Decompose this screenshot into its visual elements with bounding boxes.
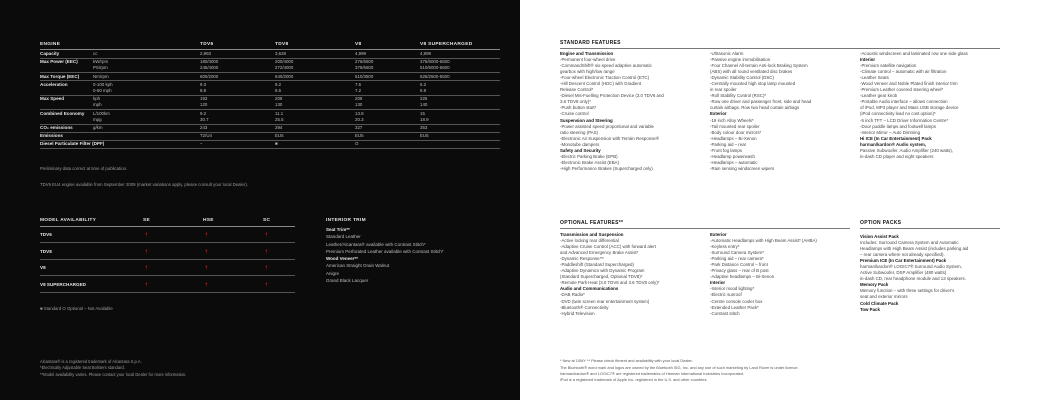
feature-line: -Passive engine immobilisation <box>710 57 771 63</box>
engine-cell: O <box>355 141 359 147</box>
engine-cell: – <box>200 141 203 147</box>
engine-cell: 30.7 <box>200 116 209 122</box>
feature-line: -Adaptive Dynamics with Dynamic Program <box>560 268 645 274</box>
engine-header-rule <box>40 49 500 50</box>
engine-cell: 5.9 <box>420 88 427 93</box>
feature-line: Headlamps with High Beam Assist (includes parking aid <box>860 246 969 252</box>
left-footnote: **Model availability varies. Please contact your local Dealer for more information. <box>40 371 187 377</box>
engine-cell: 13.9 <box>355 110 364 116</box>
engine-cell: 8.6 <box>275 88 282 93</box>
feature-line: in-dash CD, rear headphone module and 13 speakers. <box>860 276 966 282</box>
feature-line: -Dynamic Stability Control (DSC) <box>710 75 774 81</box>
engine-unit: Nm/rpm <box>93 73 109 79</box>
feature-line: Tow Pack <box>860 306 880 312</box>
feature-line: -Centre console cooler box <box>710 298 763 304</box>
feature-line: -Premium Leather covered steering wheel* <box>860 87 944 93</box>
feature-line: -Park Distance Control – front <box>710 262 768 268</box>
availability-mark: † <box>205 281 208 287</box>
engine-cell: 7.2 <box>355 88 362 93</box>
feature-line: ratio steering (PAS) <box>560 129 598 135</box>
engine-unit: 0-60 mph <box>93 88 112 93</box>
engine-cell: 140 <box>420 102 428 108</box>
engine-cell: 375/6000-6500 <box>420 59 450 65</box>
feature-line: Hi ICE (In Car Entertainment) Pack <box>860 135 932 141</box>
engine-cell: 2,993 <box>200 51 211 56</box>
engine-row-label: Diesel Particulate Filter (DPF) <box>40 141 105 147</box>
availability-mark: † <box>265 248 268 254</box>
optional-features-col-2 <box>710 232 855 317</box>
feature-line: -Hybrid Television <box>560 310 595 316</box>
feature-line: -Remote Park Heat (3.0 TDV6 and 3.6 TDV8 only)* <box>560 280 660 286</box>
engine-unit: kph <box>93 96 101 102</box>
engine-row-rule <box>40 124 500 125</box>
feature-line: -DVD (twin screen rear entertainment system) <box>560 298 650 304</box>
right-footnote: iPod is a registered trademark of Apple Inc. registered in the U.S. and other countries. <box>560 377 708 382</box>
engine-cell: 510/6000-6500 <box>420 65 450 71</box>
availability-mark: † <box>205 232 208 237</box>
engine-row-label: Capacity <box>40 51 60 56</box>
feature-line: -Monotube dampers <box>560 141 600 147</box>
engine-cell: 9.2 <box>200 110 207 116</box>
engine-unit: 0-100 kph <box>93 81 113 87</box>
optional-features-rule <box>560 228 850 229</box>
availability-mark: † <box>145 248 148 254</box>
model-row-label: V8 SUPERCHARGED <box>40 281 86 287</box>
engine-cell: 120 <box>200 102 208 108</box>
engine-cell: 4,999 <box>420 51 431 56</box>
engine-cell: 625/2500-5500 <box>420 73 450 79</box>
standard-features-col-1 <box>560 51 700 172</box>
availability-mark: † <box>145 281 148 287</box>
interior-trim-list <box>326 226 444 284</box>
feature-line: -Rain sensing windscreen wipers <box>710 165 775 171</box>
engine-cell: 272/4000 <box>275 65 294 71</box>
standard-features-col-2 <box>710 51 850 172</box>
feature-line: -Automatic Headlamps with High Beam Assist* (AHBA) <box>710 238 817 244</box>
option-packs-rule <box>860 228 1000 229</box>
engine-cell: 180/4000 <box>200 59 219 65</box>
engine-header-4: V8 SUPERCHARGED <box>420 42 473 47</box>
feature-line: -Door puddle lamps and footwell lamps <box>860 123 936 129</box>
feature-line: Interior <box>710 280 726 286</box>
model-row-rule <box>40 242 295 243</box>
feature-line: Premium ICE (In Car Entertainment) Pack <box>860 258 947 264</box>
availability-mark: † <box>145 232 148 237</box>
right-footnotes <box>560 357 1000 383</box>
feature-line: -Body colour door mirrors* <box>710 129 762 135</box>
feature-line: in-dash CD player and eight speakers <box>860 153 934 159</box>
feature-line: -Permanent four-wheel drive <box>560 57 616 63</box>
engine-cell: 11.1 <box>275 110 284 116</box>
feature-line: Audio and Communications <box>560 286 619 292</box>
feature-line: curtain airbags. Row two head curtain airbags <box>710 105 800 111</box>
feature-line: -Front fog lamps <box>710 147 742 153</box>
feature-line: Passive Subwoofer, Audio Amplifier (240 watts), <box>860 147 953 153</box>
feature-line: -Four-wheel Electronic Traction Control (ETC) <box>560 75 650 81</box>
trim-line: Leather/Alcantara® available with Contrast Stitch* <box>326 241 426 247</box>
engine-cell: EU5 <box>355 133 364 139</box>
engine-row-label: Emissions <box>40 133 63 139</box>
feature-line: -CommandShift® six-speed adaptive automatic <box>560 63 652 69</box>
feature-line: 3.6 TDV8 only)* <box>560 99 591 105</box>
feature-line: Interior <box>860 57 876 63</box>
trim-line: American Straight Grain Walnut <box>326 263 390 269</box>
feature-line: Memory function – with three settings for driver's <box>860 288 955 294</box>
feature-line: -Bluetooth® Connectivity <box>560 304 609 310</box>
feature-line: gearbox with high/low range <box>560 69 615 75</box>
feature-line: -Push button start* <box>560 105 597 111</box>
availability-mark: † <box>205 248 208 254</box>
engine-cell: 245/4000 <box>200 65 219 71</box>
feature-line: Suspension and Steering <box>560 117 613 123</box>
engine-cell: 7.6 <box>355 81 362 87</box>
engine-cell: 3,628 <box>275 51 286 56</box>
engine-cell: 20.3 <box>355 116 364 122</box>
trim-line: Anigre <box>326 270 340 276</box>
engine-cell: 276/6500 <box>355 59 374 65</box>
feature-line: (iPod connectivity lead no cost option)* <box>860 111 936 117</box>
model-row-label: V8 <box>40 265 46 270</box>
trim-line: Grand Black Lacquer <box>326 278 369 284</box>
feature-line: – rear camera where not already specified). <box>860 252 945 258</box>
engine-header-2: TDV8 <box>275 42 289 47</box>
feature-line: -Dynamic Response™ <box>560 256 604 262</box>
engine-cell: 4,999 <box>355 51 366 56</box>
engine-cell: 130 <box>275 102 283 108</box>
feature-line: in rear spoiler <box>710 87 737 93</box>
standard-features-col-3 <box>860 51 1010 160</box>
feature-line: -Hill Descent Control (HDC) with Gradient <box>560 81 642 87</box>
feature-line: -Keyless entry* <box>710 244 740 250</box>
model-header-rule <box>40 226 295 227</box>
left-footnote: Alcantara® is a registered trademark of Alcantara S.p.A. <box>40 359 142 364</box>
model-row-label: TDV6 <box>40 232 52 237</box>
availability-legend: ■ Standard O Optional – Not Available <box>40 306 113 311</box>
engine-cell: 375/6500 <box>355 65 374 71</box>
engine-row-label: Max Speed <box>40 96 64 102</box>
feature-line: -Contrast stitch <box>710 310 740 316</box>
right-footnote: The Bluetooth® word mark and logos are owned by the Bluetooth SIG, Inc. and any use of such marketing by Land Rover is under licence. <box>560 365 799 370</box>
trim-line: Premium Perforated Leather available with Contrast Stitch* <box>326 248 444 254</box>
left-footnotes <box>40 359 186 378</box>
engine-note-preliminary: Preliminary data correct at time of publication. <box>40 166 128 171</box>
engine-cell: 600/2000 <box>200 73 219 79</box>
feature-line: -High Performance Brakes (Supercharged only) <box>560 165 653 171</box>
feature-line: -Power assisted speed proportional and variable <box>560 123 654 129</box>
engine-row-rule <box>40 140 500 141</box>
feature-line: -Active locking rear differential <box>560 238 619 244</box>
standard-features-rule <box>560 48 1000 49</box>
availability-mark: † <box>265 232 268 237</box>
option-packs-title: OPTION PACKS <box>860 220 902 226</box>
feature-line: -Parking aid – rear camera* <box>710 256 764 262</box>
engine-unit: kW/rpm <box>93 59 109 65</box>
engine-unit: PS/rpm <box>93 65 108 71</box>
feature-line: -Surround Camera System* <box>710 250 764 256</box>
engine-cell: 243 <box>200 125 208 130</box>
model-header-0: MODEL AVAILABILITY <box>40 218 97 223</box>
engine-cell: 9.2 <box>275 81 282 87</box>
model-header-3: SC <box>263 218 271 223</box>
trim-line: Standard Leather <box>326 234 361 240</box>
model-row-label: TDV8 <box>40 248 52 254</box>
engine-cell: 510/3500 <box>355 73 374 79</box>
right-footnote: harman/kardon® and LOGIC7® are registered trademarks of Harman International Industries Incorporated. <box>560 371 745 376</box>
feature-line: -Tail mounted rear spoiler <box>710 123 760 129</box>
engine-header-0: ENGINE <box>40 42 61 47</box>
engine-cell: 225 <box>420 96 428 102</box>
feature-line: -Wood Veneer and Noble Plated finish interior trim <box>860 81 958 87</box>
feature-line: -Interior mood lighting* <box>710 286 755 292</box>
engine-cell: 200/4000 <box>275 59 294 65</box>
feature-line: harman/kardon® Audio system, <box>860 141 927 147</box>
engine-cell: 327 <box>355 125 363 130</box>
engine-unit: cc <box>93 51 98 56</box>
feature-line: Release Control* <box>560 87 594 93</box>
feature-line: -Four Channel All-terrain Anti-lock Braking System <box>710 63 808 69</box>
feature-line: -Cruise control <box>560 111 589 117</box>
feature-line: -Extended Leather Pack* <box>710 304 759 310</box>
model-header-2: HSE <box>203 218 214 223</box>
feature-line: -Premium satellite navigation <box>860 63 917 69</box>
feature-line: -Roll Stability Control (RSC)* <box>710 93 767 99</box>
engine-row-label: Combined Economy <box>40 110 85 116</box>
feature-line: (Standard Supercharged, Optional TDV8)* <box>560 274 643 280</box>
engine-cell: 18.9 <box>420 116 429 122</box>
feature-line: -Acoustic windscreen and laminated row one side glass <box>860 51 968 56</box>
engine-header-1: TDV6 <box>200 42 214 47</box>
engine-cell: EU5 <box>420 133 429 139</box>
engine-unit: mpg <box>93 116 102 122</box>
feature-line: -Parking aid – rear <box>710 141 747 147</box>
right-panel <box>520 0 1039 400</box>
feature-line: -Diesel Mis-Fuelling Protection Device (3.0 TDV6 and <box>560 93 664 99</box>
trim-line: Wood Veneer** <box>326 256 358 262</box>
feature-line: Exterior <box>710 111 727 117</box>
engine-cell: EU5 <box>275 133 284 139</box>
engine-cell: 640/2000 <box>275 73 294 79</box>
feature-line: -Interior Mirror – Auto Dimming <box>860 129 921 135</box>
feature-line: Transmission and Suspension <box>560 232 624 237</box>
feature-line: Exterior <box>710 232 727 237</box>
feature-line: Safety and Security <box>560 147 601 153</box>
feature-line: -Leather Seats <box>860 75 889 81</box>
engine-row-label: Max Torque (EEC) <box>40 73 80 79</box>
engine-row-rule <box>40 132 500 133</box>
engine-cell: 9.3 <box>200 81 207 87</box>
left-footnote: *Electrically Adjustable Seat Bolsters standard. <box>40 365 125 371</box>
engine-note-tdv6: TDV6 EU4 engine available from September 2009 (market variations apply, please consult your local Dealer). <box>40 182 248 187</box>
feature-line: -Leather gear knob <box>860 93 898 99</box>
engine-cell: 209 <box>355 96 363 102</box>
right-footnote: * New at 10MY ** Please check fitment and availability with your local Dealer. <box>560 358 693 363</box>
model-row-rule <box>40 259 295 260</box>
engine-unit: g/km <box>93 125 103 130</box>
trim-line: Seat Trim** <box>326 227 350 232</box>
model-header-1: SE <box>143 218 150 223</box>
feature-line: -Adaptive headlamps – Bi-Xenon <box>710 274 775 280</box>
feature-line: -Adaptive Cruise Control (ACC) with forward alert <box>560 244 656 250</box>
feature-line: and Advanced Emergency Brake Assist* <box>560 250 639 256</box>
feature-line: -Electric sunroof <box>710 292 742 298</box>
feature-line: seat and exterior mirrors <box>860 294 908 300</box>
availability-mark: † <box>205 265 208 270</box>
engine-cell: 8.8 <box>200 88 207 93</box>
feature-line: -Ultrasonic Alarm <box>710 51 744 56</box>
feature-line: -Headlamp powerwash <box>710 153 755 159</box>
feature-line: -Portable Audio interface – allows connection <box>860 99 948 105</box>
engine-row-rule <box>40 148 500 149</box>
engine-row-rule <box>40 95 500 96</box>
optional-features-col-1 <box>560 232 705 317</box>
engine-cell: 130 <box>355 102 363 108</box>
feature-line: Engine and Transmission <box>560 51 614 56</box>
engine-cell: 6.2 <box>420 81 427 87</box>
optional-features-title: OPTIONAL FEATURES** <box>560 220 624 226</box>
feature-line: -Paddleshift (Standard Supercharged) <box>560 262 634 268</box>
engine-cell: 15 <box>420 110 425 116</box>
feature-line: -19 inch Alloy Wheels* <box>710 117 754 123</box>
engine-row-label: Max Power (EEC) <box>40 59 78 65</box>
engine-cell: 353 <box>420 125 428 130</box>
engine-row-label: CO₂ emissions <box>40 125 73 130</box>
feature-line: Active Subwoofer, DSP Amplifier (480 watts) <box>860 270 947 276</box>
feature-line: -Privacy glass – rear of B post <box>710 268 769 274</box>
engine-cell: 294 <box>275 125 283 130</box>
feature-line: Includes: Surround Camera System and Automatic <box>860 240 959 246</box>
engine-cell: 209 <box>275 96 283 102</box>
feature-line: -Headlamps – automatic <box>710 159 758 165</box>
feature-line: -Electronic Air Suspension with Terrain Response® <box>560 135 660 141</box>
engine-unit: L/100km <box>93 110 110 116</box>
feature-line: -Centrally mounted high stop lamp mounted <box>710 81 796 87</box>
availability-mark: † <box>265 265 268 270</box>
engine-cell: ■ <box>275 141 278 147</box>
availability-mark: † <box>145 265 148 270</box>
standard-features-title: STANDARD FEATURES <box>560 40 621 46</box>
engine-cell: 193 <box>200 96 208 102</box>
feature-line: Memory Pack <box>860 282 889 288</box>
feature-line: Cold Climate Pack <box>860 300 899 306</box>
model-row-rule <box>40 292 295 293</box>
feature-line: -Row one driver and passenger front, side and head <box>710 99 812 105</box>
engine-header-3: V8 <box>355 42 362 47</box>
feature-line: -Electronic Brake Assist (EBA) <box>560 159 620 165</box>
feature-line: -Climate control – automatic with air filtration <box>860 69 947 75</box>
option-packs-list <box>860 234 1010 313</box>
feature-line: of iPod, MP3 player and Mass USB storage device <box>860 105 959 111</box>
feature-line: -DAB Radio* <box>560 292 585 298</box>
availability-mark: † <box>265 281 268 287</box>
feature-line: -5 inch TFT – LCD Driver Information Centre* <box>860 117 949 123</box>
feature-line: -Headlamps – Bi-Xenon <box>710 135 757 141</box>
feature-line: -Electric Parking Brake (EPB) <box>560 153 618 159</box>
engine-row-label: Acceleration <box>40 81 68 87</box>
engine-cell: T2/U4 <box>200 133 212 139</box>
interior-trim-title: INTERIOR TRIM <box>326 218 366 223</box>
engine-unit: mph <box>93 102 102 108</box>
engine-cell: 25.5 <box>275 116 284 122</box>
feature-line: (ABS) with all round ventilated disc brakes <box>710 69 793 75</box>
feature-line: harman/kardon® LOGIC7® Surround Audio System, <box>860 264 962 270</box>
model-row-rule <box>40 275 295 276</box>
feature-line: Vision Assist Pack <box>860 234 899 239</box>
